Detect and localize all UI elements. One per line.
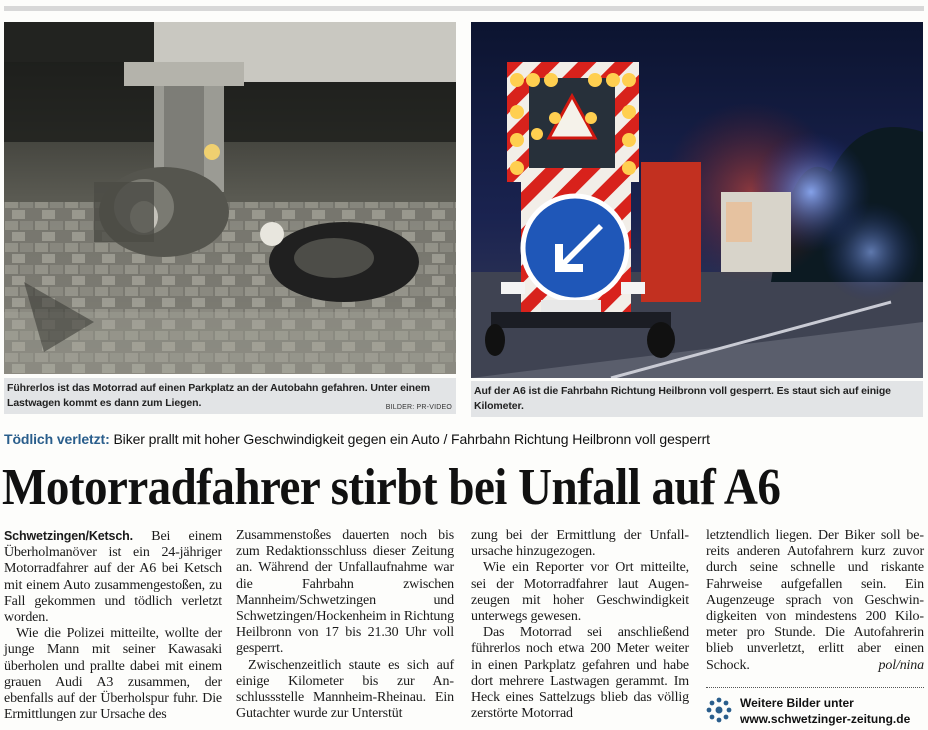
caption-left-box <box>4 378 456 414</box>
paragraph <box>706 528 924 674</box>
more-photos-line1: Weitere Bilder unter <box>740 696 854 710</box>
photo-credit: BILDER: PR-VIDEO <box>385 404 452 411</box>
paragraph: Zusammenstoßes dauerten noch bis zum Redaktionsschluss dieser Zeitung an. Während der Unfallaufnahme war die Fahrbahn zwischen Mannheim/Schwetzingen und Schwetzingen/Hockenheim in Richtung Heilbronn von 17 bis 21.30 Uhr voll gesperrt. <box>236 528 454 657</box>
more-photos-text[interactable] <box>740 695 910 727</box>
dotted-divider <box>706 687 924 688</box>
caption-right: Auf der A6 ist die Fahrbahn Richtung Heilbronn voll gesperrt. Es staut sich auf einige Kilometer. <box>474 385 891 412</box>
more-photos-url[interactable]: www.schwetzinger-zeitung.de <box>740 712 911 726</box>
paragraph: Wie ein Reporter vor Ort mitteilte, sei der Motorradfahrer laut Augenzeugen mit hoher Geschwindigkeit unterwegs gewesen. <box>471 560 689 625</box>
paragraph: Wie die Polizei mitteilte, wollte der junge Mann mit seiner Kawasaki überholen und prallte dabei mit einem grauen Audi A3 zusammen, der ebenfalls auf der Überholspur fuhr. Die Ermittlungen zur Ursache des <box>4 626 222 723</box>
caption-left: Führerlos ist das Motorrad auf einen Parkplatz an der Autobahn gefahren. Unter einem Lastwagen kommt es dann zum Liegen. <box>7 382 430 409</box>
dateline-location: Schwetzingen/Ketsch. <box>4 529 133 543</box>
caption-right-box <box>471 381 923 417</box>
paragraph: zung bei der Ermittlung der Unfallursache hinzugezogen. <box>471 528 689 560</box>
author-signature: pol/nina <box>878 657 924 673</box>
photo-road-closure <box>471 22 923 378</box>
top-rule <box>4 6 924 11</box>
kicker <box>4 431 710 447</box>
column-4 <box>706 528 924 674</box>
paragraph: Zwischenzeitlich staute es sich auf einige Kilometer bis zur Anschlussstelle Mannheim-Rheinau. Ein Gutachter wurde zur Unterstüt <box>236 657 454 722</box>
kicker-lead: Tödlich verletzt: <box>4 431 110 447</box>
column-3 <box>471 528 689 722</box>
column-1 <box>4 528 222 723</box>
paragraph-text: letztendlich liegen. Der Biker soll bereits anderen Autofahrern kurz zuvor durch seine schnelle und riskante Fahrweise aufgefallen sein. Ein Augenzeuge sprach von Geschwindigkeiten von mindestens 200 Kilometer pro Stunde. Die Autofahrerin blieb unverletzt, erlitt aber einen Schock. <box>706 528 924 673</box>
headline: Motorradfahrer stirbt bei Unfall auf A6 <box>2 459 781 516</box>
column-2 <box>236 528 454 722</box>
paragraph <box>4 528 222 626</box>
paragraph-text: Bei einem Überholmanöver ist ein 24-jähriger Motorradfahrer auf der A6 bei Ketsch mit einem Auto zusammengestoßen, zu Fall gekommen und tödlich verletzt worden. <box>4 529 222 626</box>
paragraph: Das Motorrad sei anschließend führerlos noch etwa 200 Meter weiter in einen Parkplatz gefahren und habe dort mehrere Lastwagen gerammt. Im Heck eines Sattelzugs blieb das völlig zerstörte Motorrad <box>471 625 689 722</box>
more-photos-link[interactable] <box>706 694 924 728</box>
photo-crashed-motorcycle <box>4 22 456 374</box>
kicker-rest: Biker prallt mit hoher Geschwindigkeit gegen ein Auto / Fahrbahn Richtung Heilbronn voll gesperrt <box>109 431 710 447</box>
photo-gallery-icon <box>706 697 732 723</box>
